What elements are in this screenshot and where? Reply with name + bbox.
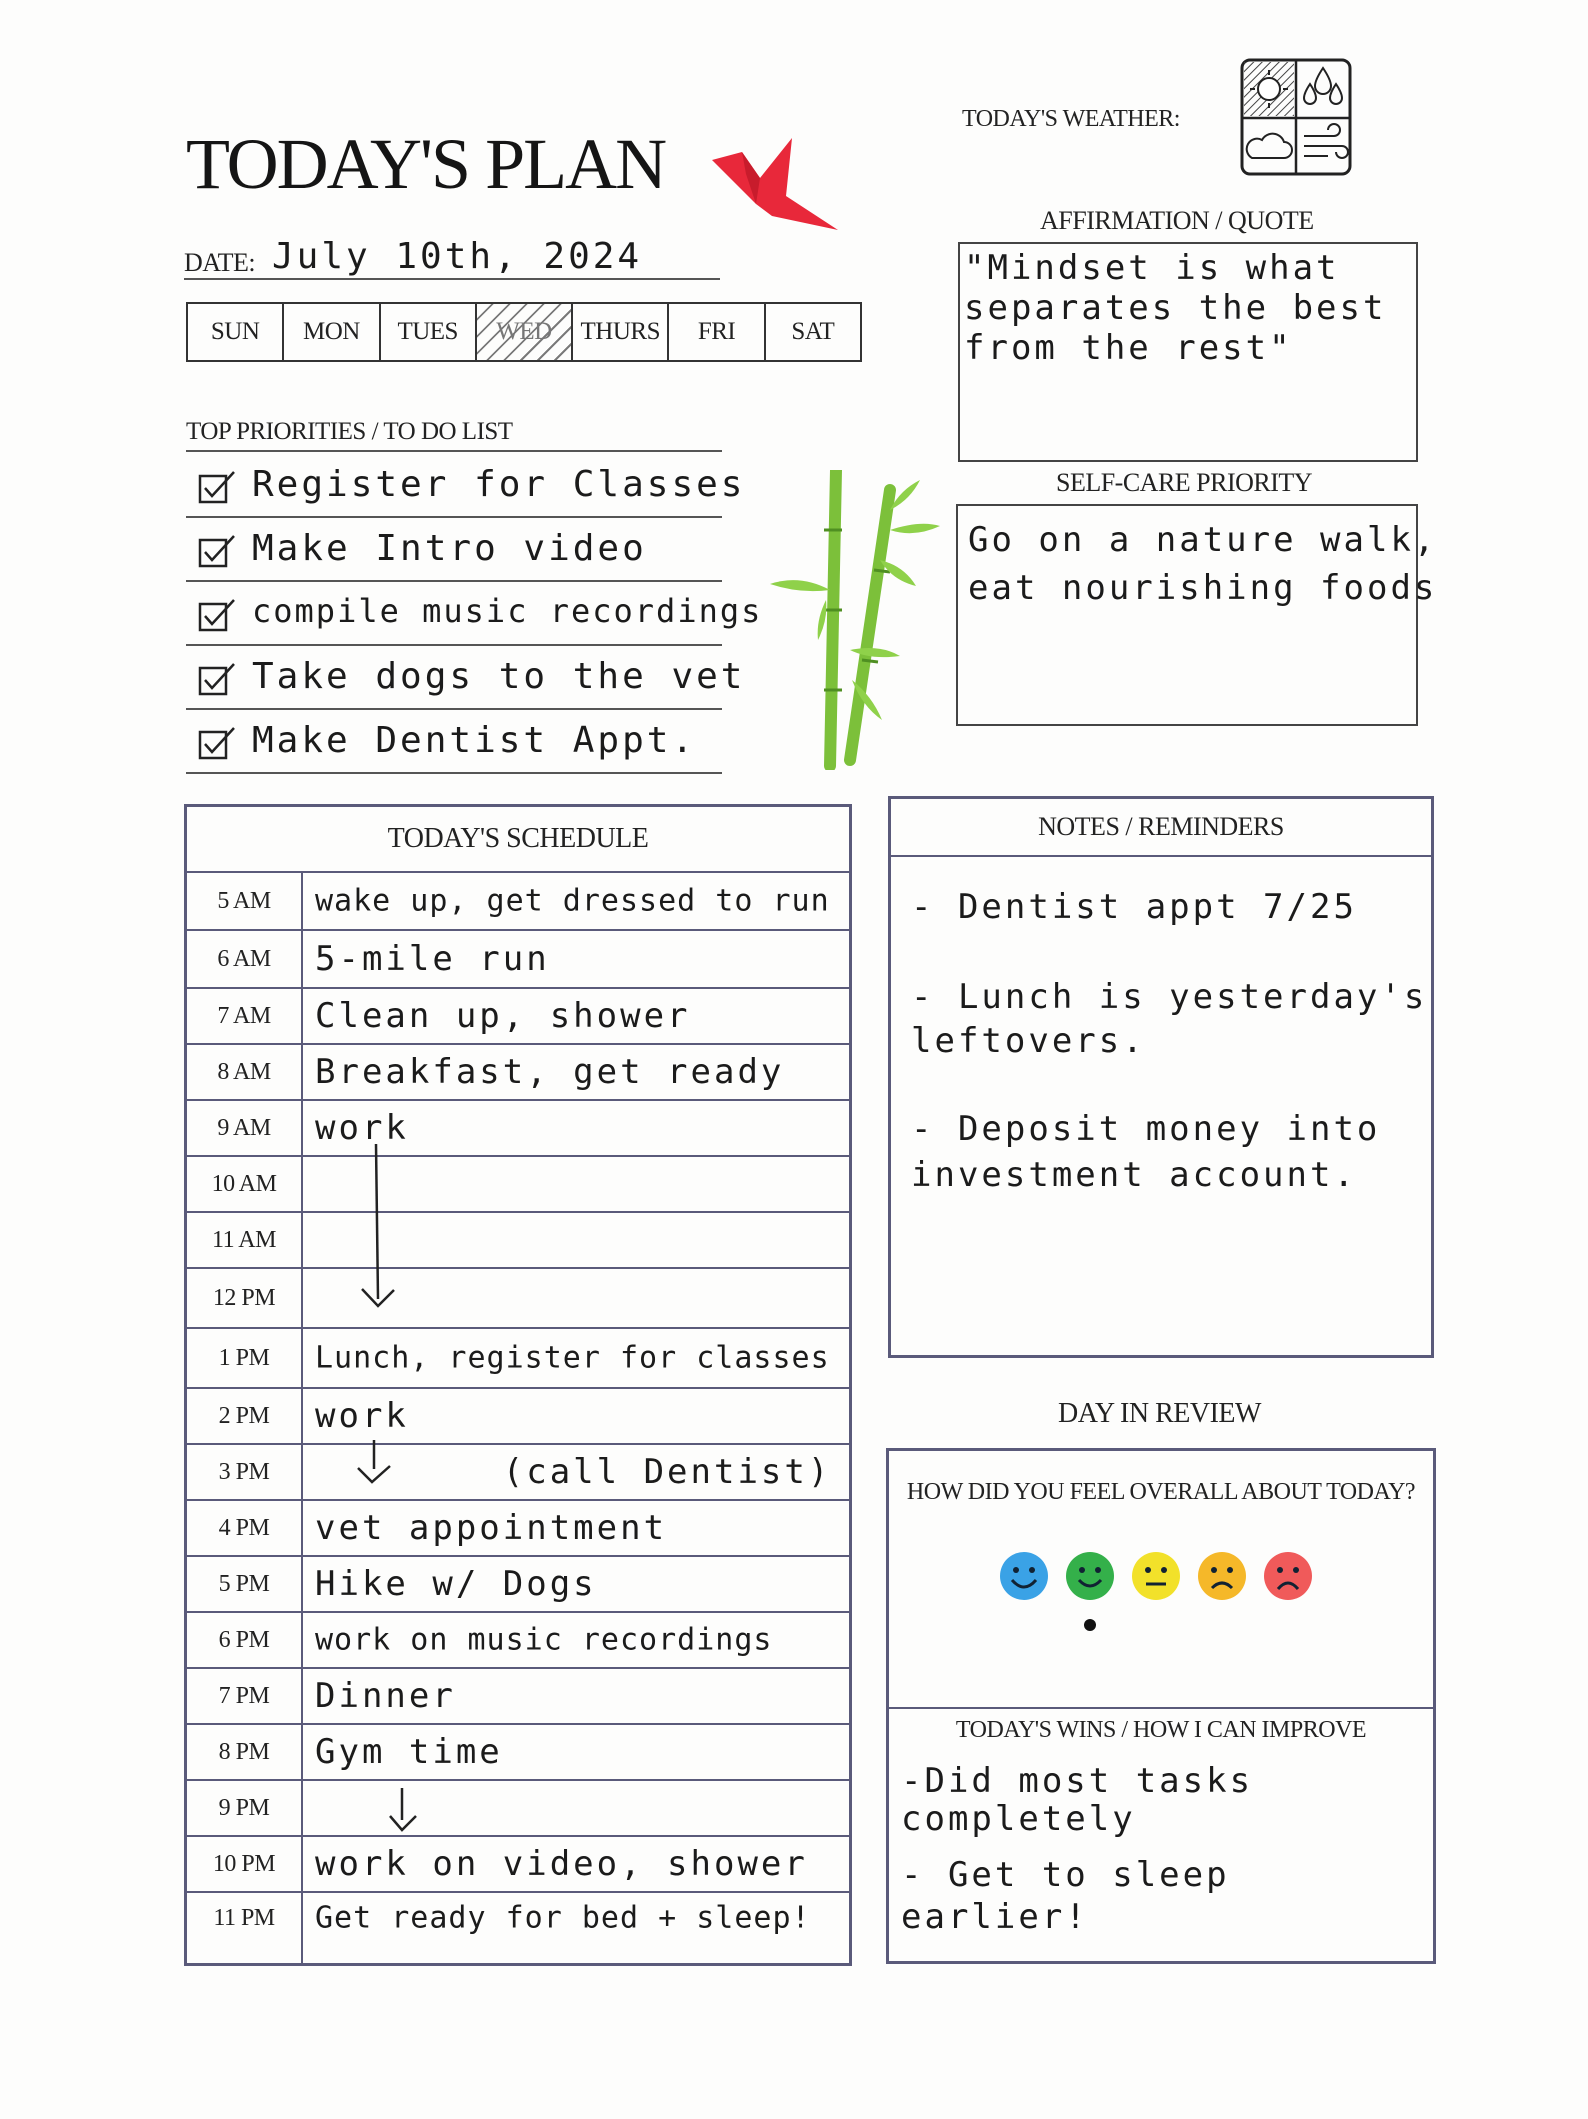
todo-item bbox=[186, 580, 763, 646]
win-line: - Get to sleep bbox=[901, 1855, 1230, 1895]
schedule-activity[interactable]: work bbox=[315, 1108, 409, 1148]
date-underline bbox=[184, 278, 720, 280]
notes-title: NOTES / REMINDERS bbox=[891, 799, 1431, 857]
schedule-activity[interactable]: Hike w/ Dogs bbox=[315, 1564, 597, 1604]
mood-sad-icon[interactable] bbox=[1198, 1552, 1246, 1600]
schedule-activity[interactable]: work on video, shower bbox=[315, 1844, 808, 1884]
todo-item bbox=[186, 708, 722, 774]
schedule-time: 11 AM bbox=[212, 1226, 276, 1253]
schedule-activity[interactable]: vet appointment bbox=[315, 1508, 668, 1548]
todo-text: Take dogs to the vet bbox=[252, 656, 746, 697]
schedule-activity[interactable]: Get ready for bed + sleep! bbox=[315, 1900, 811, 1936]
schedule-activity[interactable]: (call Dentist) bbox=[315, 1452, 832, 1492]
day-thurs[interactable]: THURS bbox=[573, 304, 669, 360]
schedule-activity[interactable]: Clean up, shower bbox=[315, 996, 691, 1036]
review-panel bbox=[886, 1448, 1436, 1964]
checkbox-checked-icon[interactable] bbox=[198, 534, 238, 570]
checkbox-checked-icon[interactable] bbox=[198, 726, 238, 762]
schedule-time: 10 AM bbox=[211, 1170, 277, 1197]
note-line: - Deposit money into bbox=[911, 1109, 1381, 1149]
bamboo-illustration bbox=[740, 470, 940, 770]
todo-item bbox=[186, 516, 722, 582]
review-divider bbox=[889, 1707, 1433, 1709]
schedule-time: 9 AM bbox=[217, 1114, 271, 1141]
wins-heading: TODAY'S WINS / HOW I CAN IMPROVE bbox=[955, 1717, 1367, 1743]
date-value[interactable]: July 10th, 2024 bbox=[272, 236, 643, 277]
weather-label: TODAY'S WEATHER: bbox=[962, 106, 1180, 132]
mood-very-happy-icon[interactable] bbox=[1000, 1552, 1048, 1600]
weekday-selector bbox=[186, 302, 862, 362]
schedule-time: 1 PM bbox=[218, 1344, 270, 1371]
todo-text: Make Intro video bbox=[252, 528, 647, 569]
sun-icon[interactable] bbox=[1244, 62, 1294, 116]
feel-question: HOW DID YOU FEEL OVERALL ABOUT TODAY? bbox=[906, 1479, 1416, 1505]
checkbox-checked-icon[interactable] bbox=[198, 662, 238, 698]
wind-icon[interactable] bbox=[1304, 124, 1348, 158]
schedule-activity[interactable]: Lunch, register for classes bbox=[315, 1340, 830, 1376]
priorities-heading: TOP PRIORITIES / TO DO LIST bbox=[186, 418, 513, 445]
affirmation-line: separates the best bbox=[964, 288, 1387, 328]
notes-panel[interactable] bbox=[888, 796, 1434, 1358]
schedule-time: 4 PM bbox=[218, 1514, 270, 1541]
page-title: TODAY'S PLAN bbox=[186, 124, 666, 204]
mood-happy-icon[interactable] bbox=[1066, 1552, 1114, 1600]
schedule-time: 12 PM bbox=[212, 1284, 276, 1311]
schedule-time: 6 PM bbox=[218, 1626, 270, 1653]
mood-neutral-icon[interactable] bbox=[1132, 1552, 1180, 1600]
schedule-time: 3 PM bbox=[218, 1458, 270, 1485]
win-line: completely bbox=[901, 1799, 1136, 1839]
schedule-time: 11 PM bbox=[213, 1904, 275, 1931]
todo-text: compile music recordings bbox=[252, 592, 763, 630]
self-care-line: eat nourishing foods bbox=[968, 568, 1438, 608]
day-sat[interactable]: SAT bbox=[791, 318, 835, 345]
todo-text: Register for Classes bbox=[252, 464, 746, 505]
checkbox-checked-icon[interactable] bbox=[198, 598, 238, 634]
schedule-activity[interactable]: work on music recordings bbox=[315, 1622, 773, 1658]
schedule-title: TODAY'S SCHEDULE bbox=[187, 807, 849, 873]
schedule-time: 8 PM bbox=[218, 1738, 270, 1765]
selected-mood-dot bbox=[1084, 1619, 1096, 1631]
date-label: DATE: bbox=[184, 248, 256, 277]
paper-crane-icon bbox=[712, 138, 842, 238]
weather-grid bbox=[1240, 58, 1352, 176]
schedule-activity[interactable]: work bbox=[315, 1396, 409, 1436]
self-care-heading: SELF-CARE PRIORITY bbox=[1056, 468, 1313, 497]
day-wed[interactable]: WED bbox=[477, 304, 573, 360]
schedule-time: 6 AM bbox=[217, 945, 271, 972]
day-tues[interactable]: TUES bbox=[381, 304, 477, 360]
note-line: investment account. bbox=[911, 1155, 1357, 1195]
day-sun[interactable]: SUN bbox=[188, 304, 284, 360]
schedule-time: 7 AM bbox=[217, 1002, 271, 1029]
schedule-time: 9 PM bbox=[218, 1794, 270, 1821]
day-fri[interactable]: FRI bbox=[669, 304, 765, 360]
schedule-time: 5 AM bbox=[217, 887, 271, 914]
schedule-activity[interactable]: 5-mile run bbox=[315, 939, 550, 979]
affirmation-line: from the rest" bbox=[964, 328, 1293, 368]
schedule-arrows bbox=[184, 804, 852, 1966]
cloud-icon[interactable] bbox=[1247, 134, 1292, 158]
checkbox-checked-icon[interactable] bbox=[198, 470, 238, 506]
affirmation-line: "Mindset is what bbox=[964, 248, 1340, 288]
schedule-time: 7 PM bbox=[218, 1682, 270, 1709]
review-heading: DAY IN REVIEW bbox=[1058, 1398, 1261, 1429]
self-care-line: Go on a nature walk, bbox=[968, 520, 1438, 560]
todo-item bbox=[186, 644, 746, 710]
schedule-activity[interactable]: Gym time bbox=[315, 1732, 503, 1772]
schedule-activity[interactable]: wake up, get dressed to run bbox=[315, 883, 830, 919]
mood-very-sad-icon[interactable] bbox=[1264, 1552, 1312, 1600]
win-line: -Did most tasks bbox=[901, 1761, 1254, 1801]
schedule-time: 10 PM bbox=[212, 1850, 276, 1877]
note-line: - Dentist appt 7/25 bbox=[911, 887, 1357, 927]
mood-selector bbox=[999, 1551, 1329, 1641]
todo-text: Make Dentist Appt. bbox=[252, 720, 697, 761]
schedule-time: 2 PM bbox=[218, 1402, 270, 1429]
schedule-time: 8 AM bbox=[217, 1058, 271, 1085]
win-line: earlier! bbox=[901, 1897, 1089, 1937]
schedule-activity[interactable]: Breakfast, get ready bbox=[315, 1052, 785, 1092]
day-mon[interactable]: MON bbox=[284, 304, 380, 360]
schedule-time: 5 PM bbox=[218, 1570, 270, 1597]
note-line: - Lunch is yesterday's bbox=[911, 977, 1428, 1017]
rain-icon[interactable] bbox=[1304, 68, 1342, 104]
schedule-activity[interactable]: Dinner bbox=[315, 1676, 456, 1716]
note-line: leftovers. bbox=[911, 1021, 1146, 1061]
todo-item bbox=[186, 452, 746, 518]
affirmation-heading: AFFIRMATION / QUOTE bbox=[1040, 206, 1314, 235]
